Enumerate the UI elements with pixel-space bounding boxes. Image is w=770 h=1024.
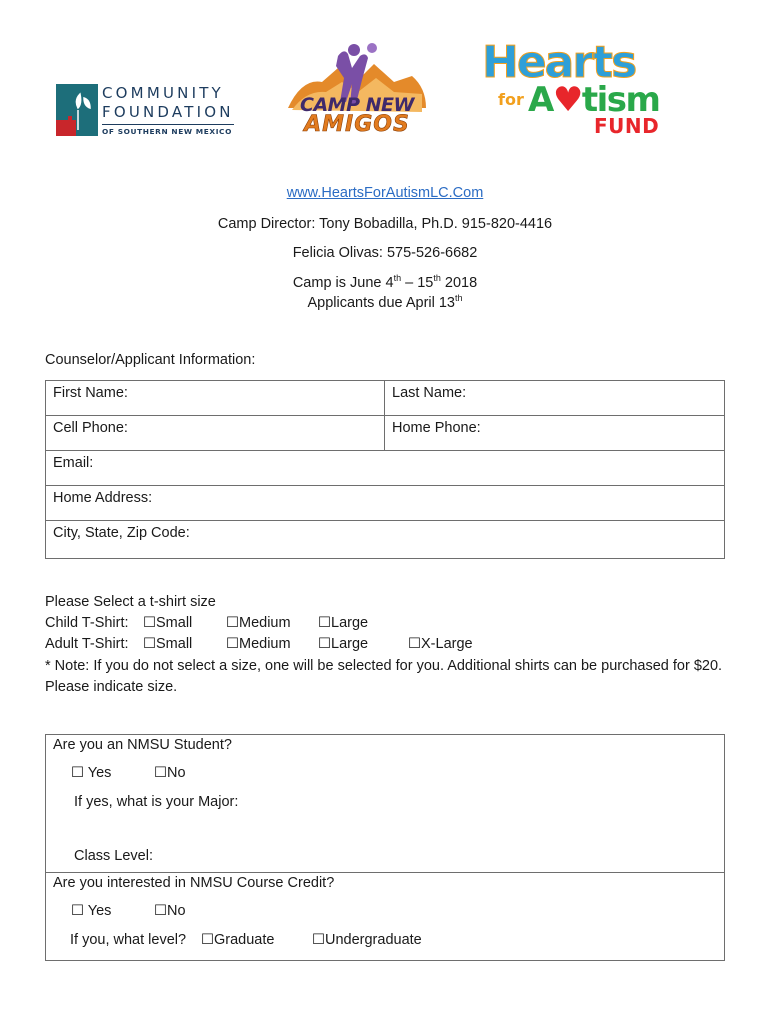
home-phone-field[interactable] bbox=[385, 416, 725, 451]
city-state-zip-label: City, State, Zip Code: bbox=[53, 525, 190, 541]
adult-large-label: Large bbox=[331, 636, 369, 652]
nmsu-student-question: Are you an NMSU Student? bbox=[53, 737, 232, 753]
credit-no-label: No bbox=[167, 903, 186, 919]
last-name-label: Last Name: bbox=[392, 385, 467, 401]
adult-small-option[interactable] bbox=[143, 636, 192, 652]
checkbox-icon[interactable]: ☐ bbox=[154, 765, 167, 781]
major-field[interactable]: If yes, what is your Major: bbox=[74, 794, 239, 810]
heart-icon: ♥ bbox=[552, 80, 582, 120]
checkbox-icon[interactable]: ☐ bbox=[201, 932, 214, 948]
community-foundation-logo bbox=[56, 80, 248, 140]
section-divider bbox=[46, 872, 724, 873]
cell-phone-field[interactable] bbox=[46, 416, 385, 451]
child-medium-option[interactable] bbox=[226, 615, 291, 631]
checkbox-icon[interactable]: ☐ bbox=[312, 932, 325, 948]
adult-medium-option[interactable] bbox=[226, 636, 291, 652]
due-prefix: Applicants due April 13 bbox=[307, 294, 455, 311]
camp-new-amigos-logo bbox=[282, 38, 432, 138]
child-large-option[interactable] bbox=[318, 615, 368, 631]
email-field[interactable] bbox=[46, 451, 725, 486]
child-medium-label: Medium bbox=[239, 615, 291, 631]
camp-dates bbox=[0, 273, 770, 291]
dates-suffix: 2018 bbox=[440, 274, 478, 291]
dates-mid: – 15 bbox=[401, 274, 434, 291]
email-label: Email: bbox=[53, 455, 94, 471]
first-name-label: First Name: bbox=[53, 385, 128, 401]
student-yes-label: Yes bbox=[84, 765, 112, 781]
checkbox-icon[interactable]: ☐ bbox=[71, 903, 84, 919]
graduate-option[interactable] bbox=[201, 932, 274, 948]
class-level-field[interactable]: Class Level: bbox=[74, 848, 153, 864]
city-state-zip-field[interactable] bbox=[46, 521, 725, 559]
logo-autism-rest: tism bbox=[581, 80, 660, 120]
child-tshirt-label: Child T-Shirt: bbox=[45, 615, 129, 631]
due-sup: th bbox=[455, 293, 463, 303]
checkbox-icon[interactable]: ☐ bbox=[71, 765, 84, 781]
dates-sup2: th bbox=[433, 273, 441, 283]
logo-autism-a: A bbox=[528, 80, 553, 120]
tshirt-note: * Note: If you do not select a size, one will be selected for you. Additional shirts can be purchased for $20. Please indicate size. bbox=[45, 658, 723, 695]
logo-for-text: for bbox=[498, 90, 524, 109]
foundation-name-line3: OF SOUTHERN NEW MEXICO bbox=[102, 124, 234, 139]
undergraduate-option[interactable] bbox=[312, 932, 422, 948]
website-link[interactable]: www.HeartsForAutismLC.Com bbox=[286, 185, 484, 201]
applicants-due bbox=[0, 293, 770, 311]
graduate-label: Graduate bbox=[214, 932, 275, 948]
adult-xlarge-option[interactable] bbox=[408, 636, 473, 652]
home-address-label: Home Address: bbox=[53, 490, 153, 506]
adult-medium-label: Medium bbox=[239, 636, 291, 652]
applicant-info-table bbox=[45, 380, 725, 559]
foundation-name-line1: COMMUNITY bbox=[102, 84, 224, 102]
level-question: If you, what level? bbox=[70, 932, 187, 948]
student-yes-option[interactable] bbox=[71, 765, 111, 781]
student-no-option[interactable] bbox=[154, 765, 186, 781]
checkbox-icon[interactable]: ☐ bbox=[226, 636, 239, 652]
camp-name-line2: AMIGOS bbox=[304, 112, 410, 137]
checkbox-icon[interactable]: ☐ bbox=[318, 615, 331, 631]
checkbox-icon[interactable]: ☐ bbox=[143, 615, 156, 631]
credit-no-option[interactable] bbox=[154, 903, 186, 919]
foundation-name-line2: FOUNDATION bbox=[102, 103, 234, 121]
dates-sup1: th bbox=[393, 273, 402, 283]
hearts-for-autism-logo bbox=[482, 38, 660, 138]
child-small-option[interactable] bbox=[143, 615, 192, 631]
camp-name-line1: CAMP NEW bbox=[300, 94, 414, 116]
applicant-section-title: Counselor/Applicant Information: bbox=[45, 352, 256, 368]
checkbox-icon[interactable]: ☐ bbox=[143, 636, 156, 652]
logo-hearts-text: Hearts bbox=[482, 37, 636, 88]
logo-fund-text: FUND bbox=[594, 114, 660, 138]
adult-xlarge-label: X-Large bbox=[421, 636, 473, 652]
checkbox-icon[interactable]: ☐ bbox=[226, 615, 239, 631]
adult-small-label: Small bbox=[156, 636, 193, 652]
undergraduate-label: Undergraduate bbox=[325, 932, 422, 948]
home-phone-label: Home Phone: bbox=[392, 420, 481, 436]
checkbox-icon[interactable]: ☐ bbox=[408, 636, 421, 652]
contact-line: Felicia Olivas: 575-526-6682 bbox=[292, 245, 478, 261]
home-address-field[interactable] bbox=[46, 486, 725, 521]
adult-large-option[interactable] bbox=[318, 636, 368, 652]
last-name-field[interactable] bbox=[385, 381, 725, 416]
director-line: Camp Director: Tony Bobadilla, Ph.D. 915-820-4416 bbox=[217, 216, 553, 232]
website-line bbox=[0, 185, 770, 201]
tshirt-title: Please Select a t-shirt size bbox=[45, 594, 216, 610]
course-credit-question: Are you interested in NMSU Course Credit? bbox=[53, 875, 335, 891]
foundation-emblem-icon bbox=[56, 84, 98, 136]
child-small-label: Small bbox=[156, 615, 193, 631]
first-name-field[interactable] bbox=[46, 381, 385, 416]
credit-yes-option[interactable] bbox=[71, 903, 111, 919]
adult-tshirt-label: Adult T-Shirt: bbox=[45, 636, 129, 652]
cell-phone-label: Cell Phone: bbox=[53, 420, 128, 436]
nmsu-section bbox=[45, 734, 725, 961]
student-no-label: No bbox=[167, 765, 186, 781]
checkbox-icon[interactable]: ☐ bbox=[154, 903, 167, 919]
child-large-label: Large bbox=[331, 615, 369, 631]
checkbox-icon[interactable]: ☐ bbox=[318, 636, 331, 652]
credit-yes-label: Yes bbox=[84, 903, 112, 919]
dates-prefix: Camp is June 4 bbox=[292, 274, 394, 291]
